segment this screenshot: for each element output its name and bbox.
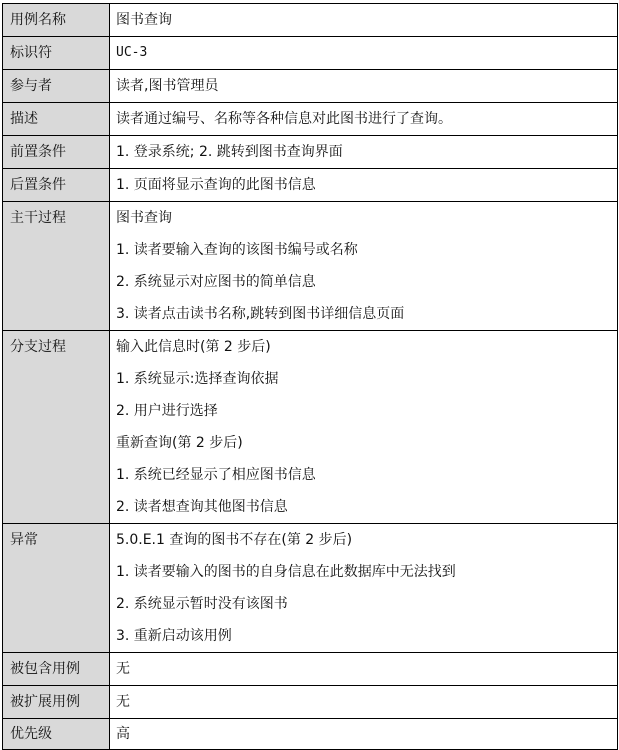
row-label-cell [3, 524, 110, 653]
row-label-preconditions: 前置条件 [10, 144, 66, 160]
row-label-extended-use-cases: 被扩展用例 [10, 694, 80, 710]
row-label-exceptions: 异常 [10, 532, 38, 548]
row-value-cell [110, 202, 618, 331]
main-flow-line: 图书查询 [116, 210, 172, 226]
row-label-use-case-name: 用例名称 [10, 12, 66, 28]
row-label-cell [3, 37, 110, 70]
postconditions-value: 1. 页面将显示查询的此图书信息 [116, 177, 316, 193]
exception-line: 2. 系统显示暂时没有该图书 [116, 596, 288, 612]
main-flow-line: 1. 读者要输入查询的该图书编号或名称 [116, 242, 358, 258]
row-label-cell [3, 202, 110, 331]
use-case-name-value: 图书查询 [116, 12, 172, 28]
use-case-table [2, 3, 618, 750]
row-value-cell [110, 136, 618, 169]
row-value-cell [110, 37, 618, 70]
row-value-cell [110, 70, 618, 103]
table-row [3, 331, 618, 524]
row-label-cell [3, 169, 110, 202]
row-label-priority: 优先级 [10, 726, 52, 742]
row-value-cell [110, 524, 618, 653]
actors-value: 读者,图书管理员 [116, 78, 219, 94]
main-flow-line: 2. 系统显示对应图书的简单信息 [116, 274, 316, 290]
table-row [3, 4, 618, 37]
row-value-cell [110, 103, 618, 136]
row-label-included-use-cases: 被包含用例 [10, 661, 80, 677]
row-label-cell [3, 331, 110, 524]
exception-line: 5.0.E.1 查询的图书不存在(第 2 步后) [116, 532, 353, 548]
row-value-cell [110, 169, 618, 202]
row-label-main-flow: 主干过程 [10, 210, 66, 226]
row-label-cell [3, 4, 110, 37]
alternate-flow-line: 输入此信息时(第 2 步后) [116, 339, 271, 355]
exception-line: 3. 重新启动该用例 [116, 628, 232, 644]
row-value-cell [110, 4, 618, 37]
table-row [3, 686, 618, 719]
row-label-postconditions: 后置条件 [10, 177, 66, 193]
table-row [3, 653, 618, 686]
table-row [3, 202, 618, 331]
row-value-cell [110, 686, 618, 719]
row-label-cell [3, 70, 110, 103]
alternate-flow-line: 2. 用户进行选择 [116, 403, 218, 419]
table-row [3, 524, 618, 653]
alternate-flow-line: 2. 读者想查询其他图书信息 [116, 499, 288, 515]
row-label-description: 描述 [10, 111, 38, 127]
table-row [3, 70, 618, 103]
row-label-alternate-flow: 分支过程 [10, 339, 66, 355]
description-value: 读者通过编号、名称等各种信息对此图书进行了查询。 [116, 111, 452, 127]
included-use-cases-value: 无 [116, 661, 130, 677]
identifier-value: UC-3 [116, 45, 148, 60]
row-label-cell [3, 686, 110, 719]
row-value-cell [110, 653, 618, 686]
row-label-cell [3, 103, 110, 136]
row-label-cell [3, 653, 110, 686]
row-value-cell [110, 331, 618, 524]
table-row [3, 37, 618, 70]
alternate-flow-line: 1. 系统显示:选择查询依据 [116, 371, 279, 387]
row-label-cell [3, 136, 110, 169]
alternate-flow-line: 1. 系统已经显示了相应图书信息 [116, 467, 316, 483]
table-row [3, 103, 618, 136]
table-row [3, 136, 618, 169]
row-label-actors: 参与者 [10, 78, 52, 94]
preconditions-value: 1. 登录系统; 2. 跳转到图书查询界面 [116, 144, 343, 160]
exception-line: 1. 读者要输入的图书的自身信息在此数据库中无法找到 [116, 564, 456, 580]
table-row [3, 169, 618, 202]
use-case-table-body [3, 4, 618, 750]
priority-value: 高 [116, 726, 130, 742]
row-label-identifier: 标识符 [10, 45, 52, 61]
main-flow-line: 3. 读者点击读书名称,跳转到图书详细信息页面 [116, 306, 405, 322]
alternate-flow-line: 重新查询(第 2 步后) [116, 435, 243, 451]
extended-use-cases-value: 无 [116, 694, 130, 710]
